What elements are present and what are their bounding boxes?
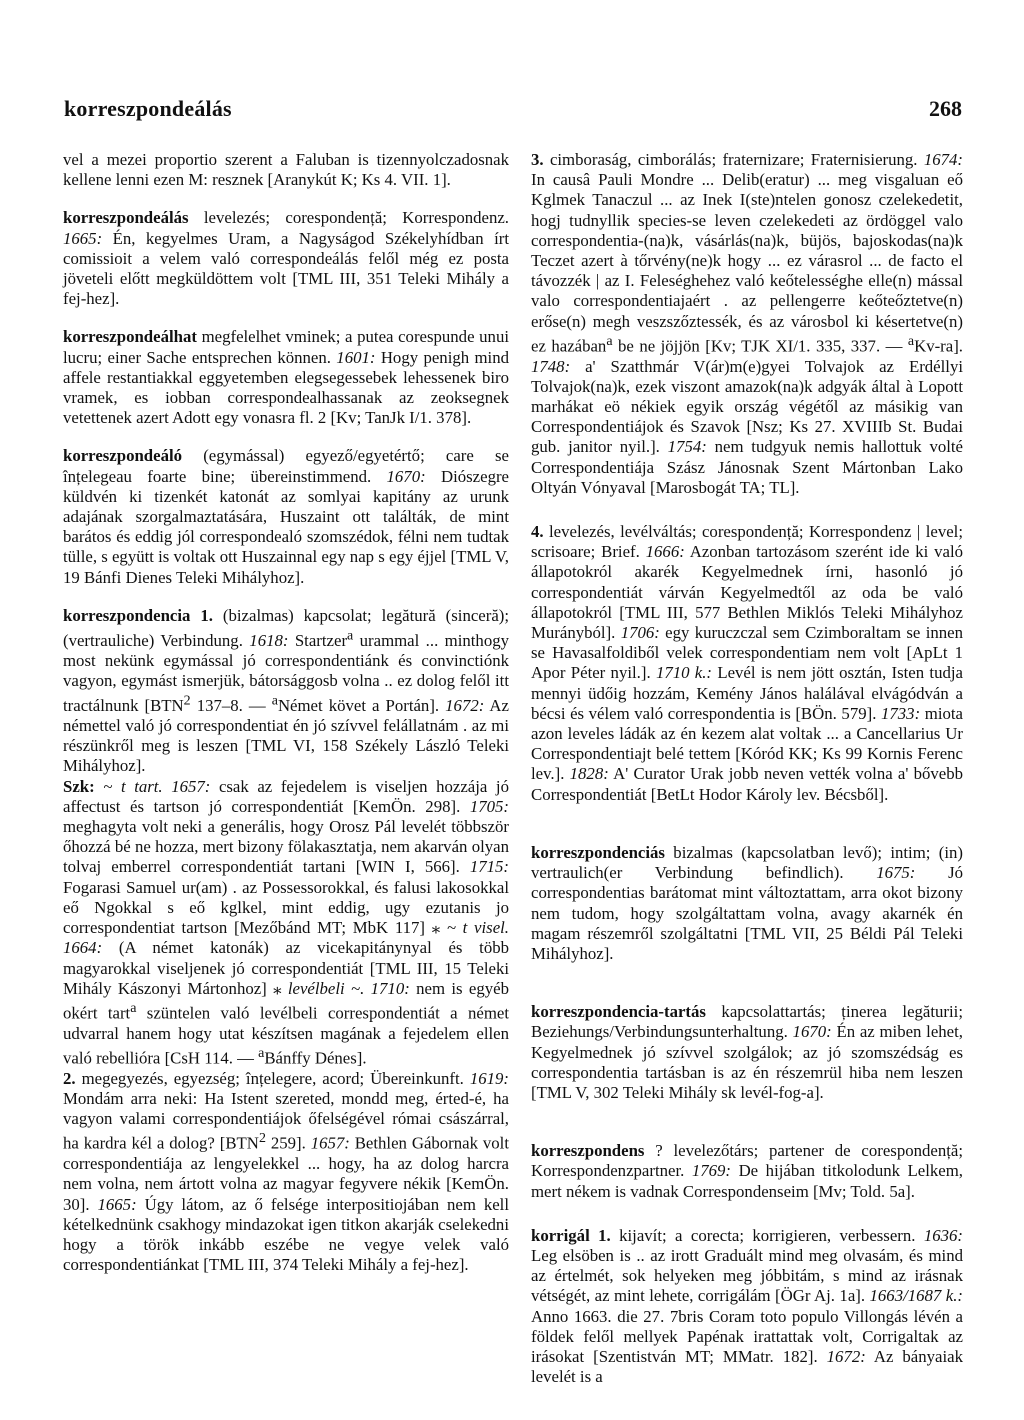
entry-text: a <box>606 333 613 349</box>
citation-date: 1657: <box>310 1133 350 1153</box>
entry-text: kijavít; a corecta; korrigieren, verbessern. <box>610 1225 924 1245</box>
entry-text: Startzer <box>288 630 348 650</box>
entry-text: Kv-ra]. <box>914 336 963 356</box>
dictionary-entry <box>63 327 509 428</box>
dictionary-entry <box>531 1002 963 1103</box>
sense-marker: 4. <box>531 522 544 542</box>
entry-text: Fogarasi Samuel ur(am) . az Possessorokkal, és falusi lakosokkal eő Ngokkal s eő kglkel, mint eddig, ugy ezutanis jo correspondentiat tartson [Mezőbánd MT; MbK 117] ⁎ <box>63 877 509 938</box>
citation-date: 1670: <box>792 1022 832 1042</box>
entry-text: megfelelhet vminek; a putea corespunde unui lucru; einer Sache entsprechen können. <box>63 327 509 367</box>
citation-date: 1601: <box>336 347 376 367</box>
entry-sense <box>63 1069 509 1276</box>
entry-text: Az bányaiak levelét is a <box>531 1346 963 1387</box>
entry-text: 2 <box>258 1131 266 1147</box>
entry-text: a' Szatthmár V(ár)m(e)gyei Tolvajok az Erdéllyi Tolvajok(na)k, ezek viszont amazok(na)k adgyák által à Lopott marhákat eö nékiek egyik ország végétől az másikig van Correspondentiájok és Szavok [Nsz; Ks 27. XVIIIb St. Budai gub. janitor nyil.]. <box>531 356 963 457</box>
dictionary-entry <box>63 606 509 1275</box>
entry-text: levelezés, levélváltás; corespondență; Korrespondenz | level; scrisoare; Brief. <box>531 522 963 562</box>
entry-text: a <box>271 693 278 709</box>
entry-text: ? levelezőtárs; partener de corespondență; Korrespondenzpartner. <box>531 1141 963 1181</box>
entry-text: Én az miben lehet, Kegyelmednek jó szívvel szolgálok; az jó szomszédság es correspondentia tartásban is az én részemrül hiba nem leszen [TML V, 302 Teleki Mihály sk levél-fog-a]. <box>531 1022 963 1102</box>
dictionary-entry <box>63 446 509 587</box>
citation-date: 1748: <box>531 356 571 376</box>
entry-text: megegyezés, egyezség; înțelegere, acord; Übereinkunft. <box>75 1068 470 1088</box>
entry-text: egy kuruczczal sem Czimboraltam se innen se Havasalfoldiből velek correspondentiam nem volt [ApLt 1 Apor Péter nyil.]. <box>531 623 963 683</box>
sense-marker: 1. <box>589 1225 611 1245</box>
running-head <box>64 96 962 126</box>
entry-text: miota azon leveles ládák az én kezem alat voltak ... a Cancellarius Ur Correspondentiajt belé tettem [Kóród KK; Ks 99 Kornis Ferenc lev.]. <box>531 703 963 784</box>
entry-text: Jó correspondentias barátomat mint változtattam, arra okot bizony nem tudom, hogy szolgáltattam volna, avagy akarnék én magam részemről szolgáltatni [TML VII, 25 Béldi Pál Teleki Mihályhoz]. <box>531 863 963 963</box>
dictionary-entry <box>531 843 963 964</box>
entry-text: Hogy penigh mind affele restantiakkal eggyetemben elegsegessebek lehessenek biro vramek, es iobban correspondealhassanak az zeoksegnek vetettenek azert Adott egy vonasra fl. 2 [Kv; TanJk I/1. 378]. <box>63 347 509 428</box>
entry-text: be ne jöjjön [Kv; TJK XI/1. 335, 337. — <box>612 336 908 356</box>
dictionary-entry <box>63 208 509 309</box>
citation-date: 1619: <box>469 1068 509 1088</box>
entry-text: urammal ... minthogy most nekünk egymással jó correspondentiánk és convinctiónk vagyon, egymást ismerjük, bátorsággosb volna .. ez dolog felől itt tractálnunk [BTN <box>63 630 509 715</box>
entry-text: Anno 1663. die 27. 7bris Coram toto populo Villongás lévén a földek felől mellyek Papénak irattattak volt, Corrigaltak az irásokat [Szentistván MT; MMatr. 182]. <box>531 1306 963 1366</box>
citation-date: 1663/1687 k.: <box>869 1286 963 1306</box>
dictionary-entry <box>531 1226 963 1388</box>
entry-text: Azonban tartozásom szerént ide ki való állapotokról akarék Kegyelmednek írni, hasonló jó correspondentiát várván Kegyelmedtől az oda be való állapotokról [TML III, 577 Bethlen Miklós Teleki Mihályhoz Murányból]. <box>531 542 963 643</box>
citation-date: 1666: <box>645 542 685 562</box>
entry-headword: korrigál <box>531 1225 590 1245</box>
entry-headword: korreszpondencia-tartás <box>531 1002 706 1022</box>
citation-date: 1733: <box>881 703 921 723</box>
citation-date: 1675: <box>876 863 916 883</box>
entry-text: (A német katonák) az vicekapitánynyal és több magyarokkal viseljenek jó correspondentiát [TML III, 15 Teleki Mihály Kászonyi Mártonhoz] ⁎ <box>63 938 509 998</box>
dictionary-entry <box>531 150 963 498</box>
entry-sense <box>63 777 509 1069</box>
entry-headword: korreszpondeálhat <box>63 327 197 347</box>
citation-date: ~ t visel. 1664: <box>63 918 509 958</box>
entry-text: szüntelen való levélbeli correspondentiát a német udvarral hanem hogy utat készítsen magának a fejedelem ellen való rebellióra [CsH 114. — <box>63 1003 509 1068</box>
citation-date: 1706: <box>620 623 660 643</box>
right-column <box>531 150 963 1387</box>
sense-marker: 1. <box>190 605 213 625</box>
entry-text: vel a mezei proportio szerent a Faluban is tizennyolczadosnak kellene lenni ezen M: resznek [Aranykút K; Ks 4. VII. 1]. <box>63 150 509 190</box>
entry-headword: korreszpondeálás <box>63 208 189 228</box>
page-number: 268 <box>929 96 962 121</box>
citation-date: 1672: <box>826 1346 866 1366</box>
page-title: korreszpondeálás <box>64 96 232 121</box>
entry-text: In causâ Pauli Mondre ... Delib(eratur) ... meg visgaluan eő Kglmek Tanaczul ... az Inek I(ste)ntelen gonosz czelekedetit, hogj tudnyllik species-se leven czelekedeti az ördöggel valo correspondentia-(na)k, vásárlás(na)k, büjös, bajoskodas(na)k Teczet azert à tőrvény(ne)k hogy ... ez várasrol ... de facto el távozzék | az I. Feleséghehez való keőtelességhe elle(n) mással valo correspondentiajaért . az pellengerre keőteőztetve(n) erőse(n) megh veszszőztessék, és az városbol ki késertetve(n) ez hazában <box>531 170 963 356</box>
dictionary-entry <box>531 522 963 805</box>
entry-text: a <box>130 1000 137 1016</box>
citation-date: 1665: <box>97 1194 137 1214</box>
entry-text: Mondám arra neki: Ha Istent szereted, mondd meg, érted-é, ha vagyon valami correspondentiájok őfelségével római császárral, ha kardra kél a dolog? [BTN <box>63 1088 509 1153</box>
citation-date: 1672: <box>445 695 485 715</box>
entry-headword: korreszpondencia <box>63 605 191 625</box>
citation-date: 1715: <box>469 857 509 877</box>
sense-marker: Szk: <box>63 776 95 796</box>
entry-text: 137–8. — <box>190 695 272 715</box>
entry-text: csak az fejedelem is viseljen hozzája jó affectust és tartson jó correspondentiát [KemÖn. 298]. <box>63 776 509 816</box>
sense-marker: 3. <box>531 150 544 169</box>
entry-text: Bánffy Dénes]. <box>264 1048 367 1068</box>
entry-text: Bethlen Gábornak volt correspondentiája az lengyelekkel ... hogy, ha az dolog harcra nem volna, nem ártott volna az magyar fegyvere nékik [KemÖn. 30]. <box>63 1133 509 1214</box>
entry-text: (bizalmas) kapcsolat; legătură (sinceră); (vertrauliche) Verbindung. <box>63 605 510 650</box>
citation-date: 1754: <box>667 437 707 457</box>
entry-text: nem tudgyuk nemis hallottuk volté Correspondentiája Szász Jánosnak Szent Mártonban Lako Oltyán Vónyaval [Marosbogát TA; TL]. <box>531 437 963 497</box>
citation-date: 1618: <box>249 630 289 650</box>
entry-headword: korreszpondens <box>531 1141 645 1161</box>
entry-text: meghagyta volt neki a generális, hogy Orosz Pál levelét többször őhozzá bé ne hozza, mert bizony fölakasztatja, nem akarván olyan tolvaj emberrel correspondentiát tartani [WIN I, 566]. <box>63 817 509 877</box>
entry-text: a <box>258 1045 265 1061</box>
citation-date: 1769: <box>691 1161 732 1181</box>
entry-text: Én, kegyelmes Uram, a Nagyságod Székelyhídban írt comissioit a velem való correspondeálás felől még ez posta jöveteli előtt megküldöttem volt [TML III, 351 Teleki Mihály a fej-hez]. <box>63 228 509 309</box>
citation-date: 1670: <box>386 466 426 486</box>
entry-text: 259]. <box>265 1133 311 1153</box>
sense-marker: 2. <box>63 1068 76 1088</box>
citation-date: 1705: <box>469 796 509 816</box>
entry-text: De hijában titkolodunk Lelkem, mert nékem is vadnak Correspondenseim [Mv; Told. 5a]. <box>531 1161 964 1201</box>
dictionary-entry <box>531 1141 963 1202</box>
entry-text: a <box>347 628 354 644</box>
entry-text: 2 <box>183 693 191 709</box>
entry-headword: korreszpondenciás <box>531 842 665 862</box>
dictionary-entry <box>63 150 509 190</box>
entry-text: levelezés; corespondență; Korrespondenz. <box>188 208 509 228</box>
citation-date: 1710 k.: <box>655 663 713 683</box>
citation-date: 1665: <box>63 228 103 248</box>
citation-date: levélbeli ~. 1710: <box>287 978 410 998</box>
entry-text: nem is egyéb okért tart <box>63 978 509 1023</box>
citation-date: 1674: <box>923 150 963 169</box>
entry-text: a <box>907 333 915 349</box>
entry-text: kapcsolattartás; ținerea legăturii; Beziehungs/Verbindungsunterhaltung. <box>531 1002 963 1042</box>
entry-text: Német követ a Portán]. <box>277 695 446 715</box>
entry-text: (egymással) egyező/egyetértő; care se înțelegeau foarte bine; übereinstimmend. <box>63 446 509 486</box>
entry-headword: korreszpondeáló <box>63 446 183 466</box>
citation-date: 1636: <box>923 1225 964 1245</box>
entry-sense <box>63 606 509 776</box>
entry-text: Az némettel való jó correspondentiat én jó szívvel felállatnám . az mi részünkről meg is leszen [TML VI, 158 Székely László Teleki Mihályhoz]. <box>63 695 509 776</box>
left-column <box>63 150 509 1275</box>
entry-text: Úgy látom, az ő felsége interpositiojában nem kell kételkednünk csakhogy mindazokat igen titkon akarják cselekedni hogy a török inkább eszébe ne vegye velek való correspondentiánkat [TML III, 374 Teleki Mihály a fej-hez]. <box>63 1194 509 1275</box>
entry-text: bizalmas (kapcsolatban levő); intim; (in) vertraulich(er Verbindung befindlich). <box>531 842 963 883</box>
entry-text: Diószegre küldvén ki tizenkét katonát az somlyai kapitány az urunk adajának szorgalmaztatására, Huszaint ott találták, de mint barátos és eddig jól correspondealó szomszédok, félni nem tudtak tülle, s együtt is voltak ott Huszainnal egy nap s egy éjjel [TML V, 19 Bánfi Dienes Teleki Mihályhoz]. <box>63 466 509 587</box>
entry-text: Levél is nem jött osztán, Isten tudja mennyi üdőig hozzám, Kemény János halálával elvágódván a bécsi és vélem való correspondentia is [BÖn. 579]. <box>531 663 963 723</box>
citation-date: 1828: <box>569 764 609 784</box>
entry-text: cimboraság, cimborálás; fraternizare; Fraternisierung. <box>543 150 924 169</box>
entry-text: Leg elsöben is .. az irott Graduált mind meg olvasám, és mind az értelmét, sok helyeken meg jóbbitám, s mind az irásnak vétségét, az mint lehete, corrigálám [ÖGr Aj. 1a]. <box>531 1245 963 1306</box>
citation-date: ~ t tart. 1657: <box>94 776 211 796</box>
entry-text: A' Curator Urak jobb neven vették volna a' bővebb Correspondentiát [BetLt Hodor Károly lev. Bécsből]. <box>531 764 964 804</box>
